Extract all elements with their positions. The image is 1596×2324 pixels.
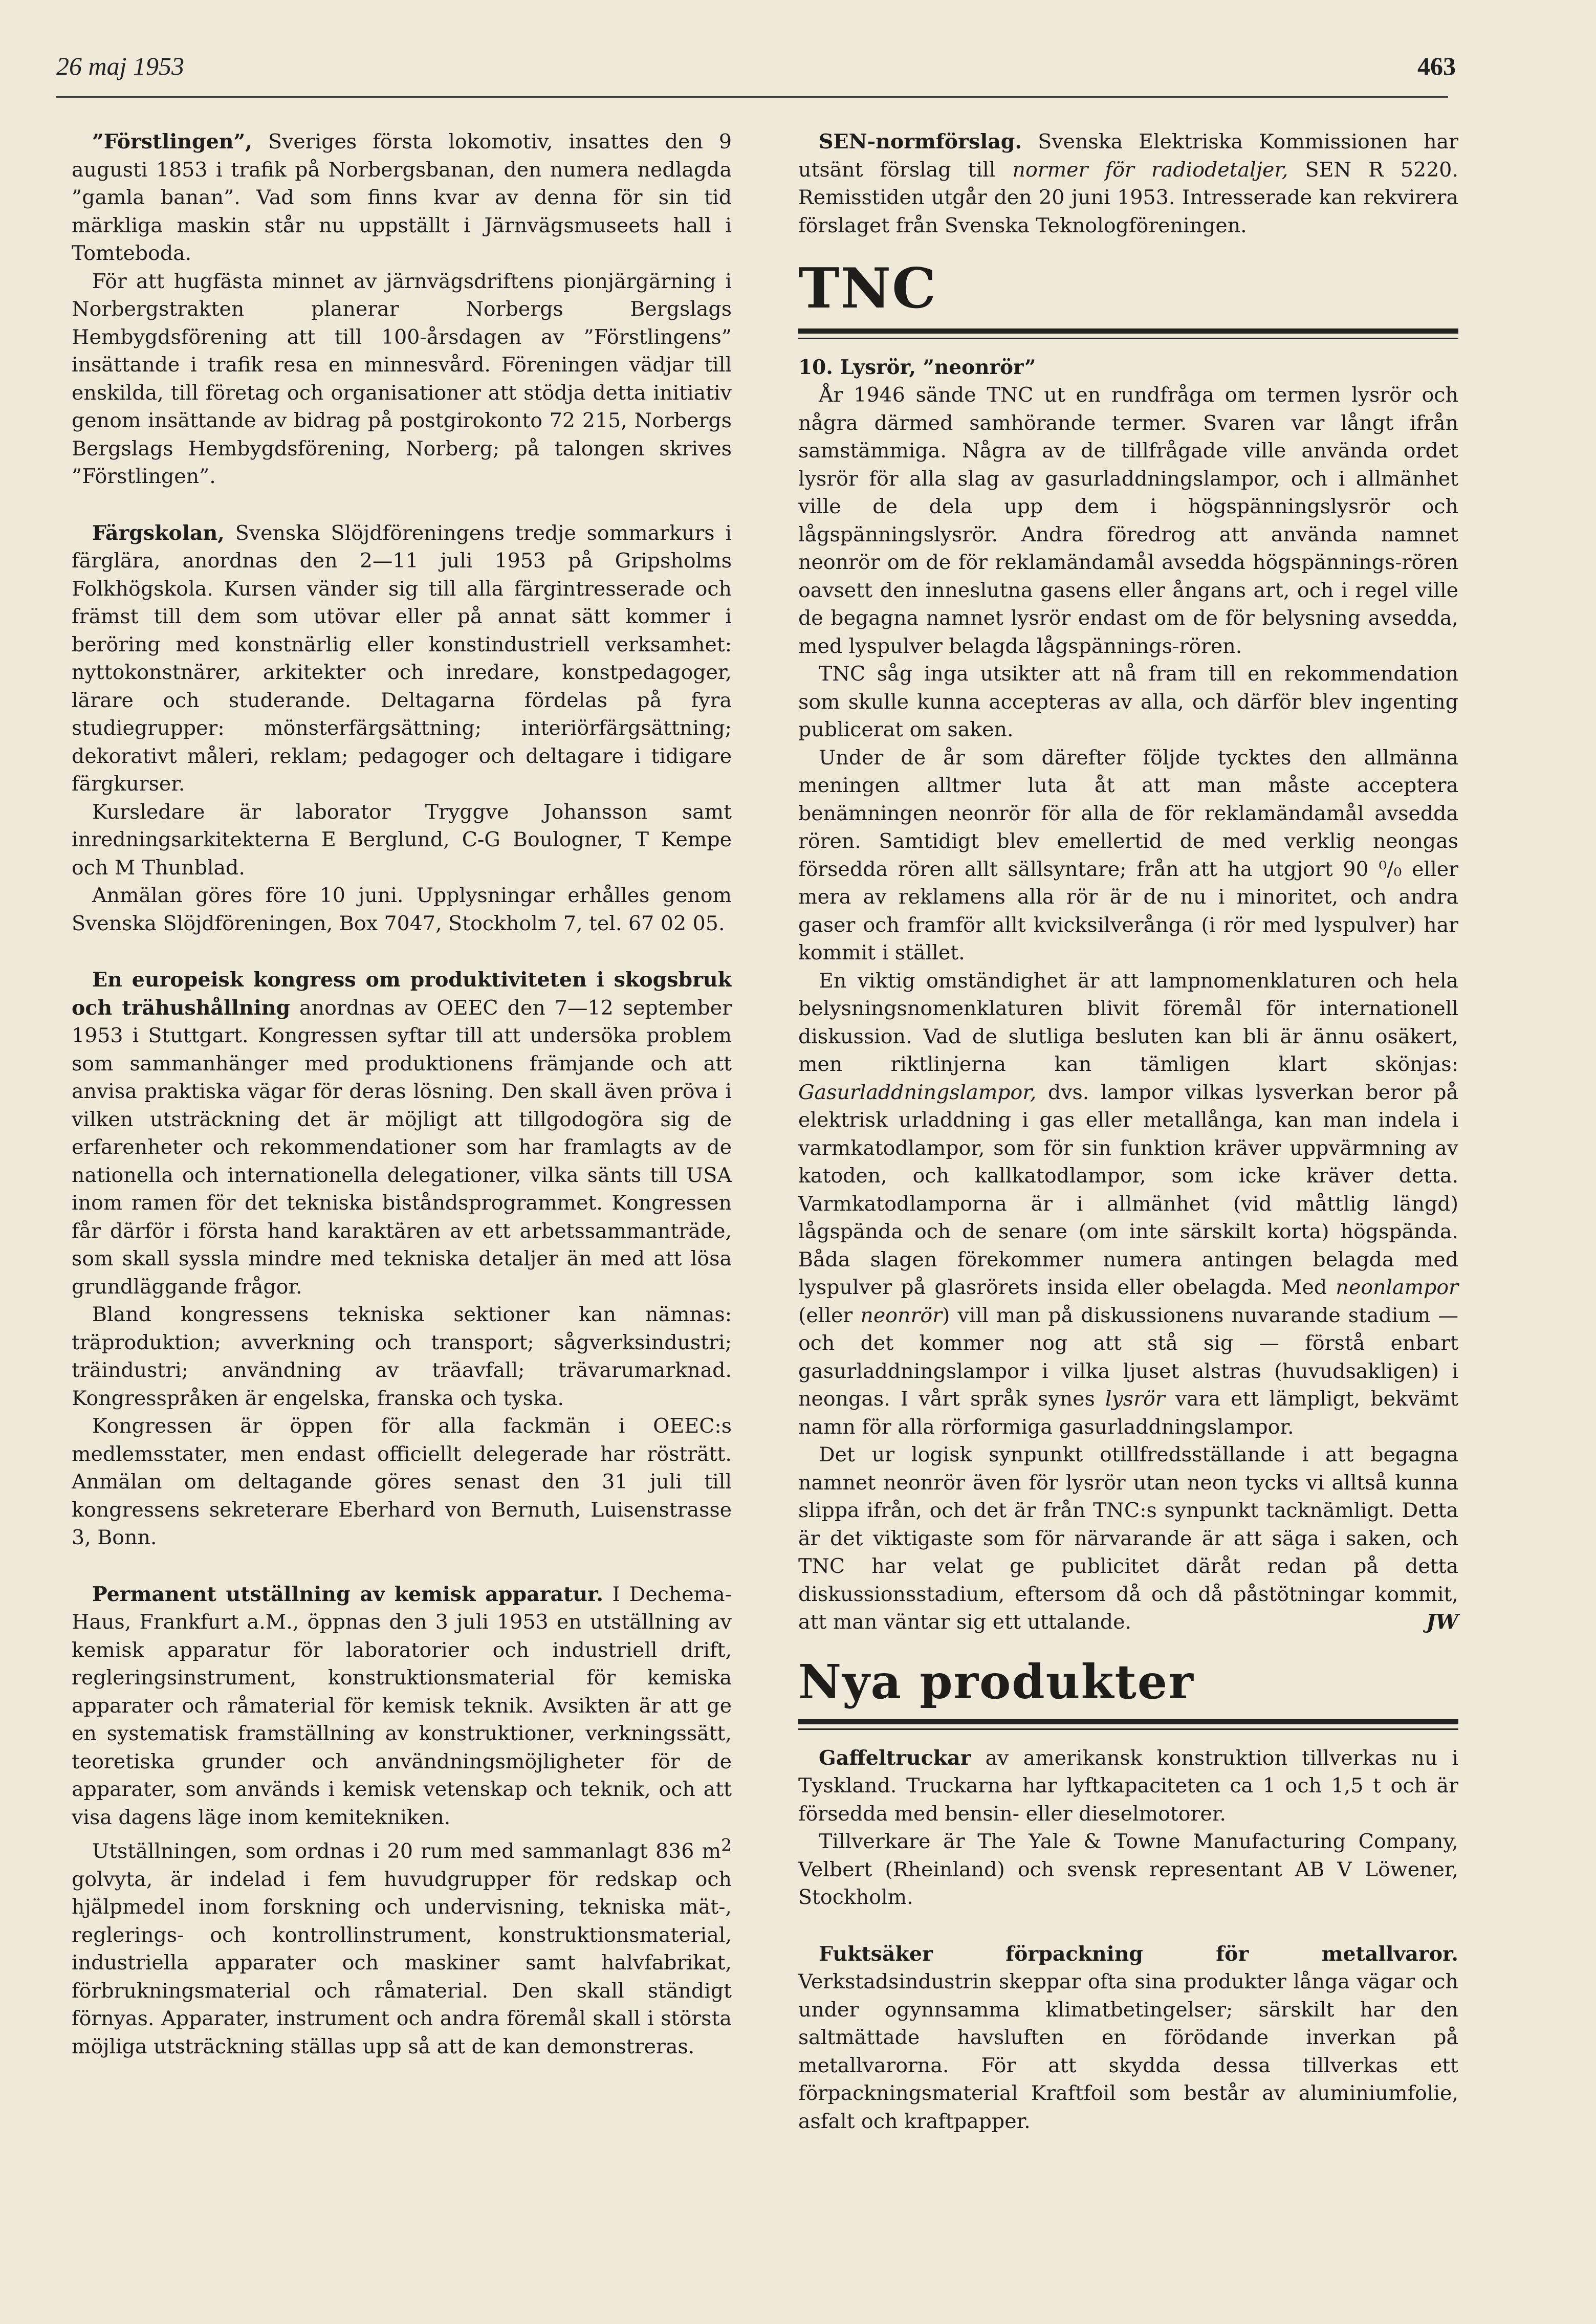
paragraph: Anmälan göres före 10 juni. Upplysningar erhålles genom Svenska Slöjdföreningen, Box 7047, Stockholm 7, tel. 67 02 05.: [72, 884, 732, 935]
section-rule-thin: [798, 338, 1458, 339]
paragraph: [798, 967, 1458, 1441]
paragraph: Svenska Slöjdföreningens tredje sommarkurs i färglära, anordnas den 2—11 juli 1953 på Gripsholms Folkhögskola. Kursen vänder sig till alla färgintresserade och främst till dem som utövar eller på annat sätt kommer i beröring med konstnärlig eller konstindustriell verksamhet: nyttokonstnärer, arkitekter och inredare, konstpedagoger, lärare och studerande. Deltagarna fördelas på fyra studiegrupper: mönsterfärgsättning; interiörfärgsättning; dekorativt måleri, reklam; pedagoger och deltagare i tidigare färgkurser.: [72, 521, 732, 796]
paragraph: I Dechema-Haus, Frankfurt a.M., öppnas den 3 juli 1953 en utställning av kemisk apparatur för laboratorier och industriell drift, regleringsinstrument, konstruktionsmaterial för kemiska apparater och råmaterial för kemisk teknik. Avsikten är att ge en systematisk framställning av konstruktioner, verkningssätt, teoretiska grunder och användningsmöjligheter för de apparater, som används i kemisk vetenskap och teknik, och att visa dagens läge inom kemitekniken.: [72, 1582, 732, 1829]
article-lead: En europeisk kongress om produktiviteten i skogsbruk och trähushållning: [72, 968, 732, 1020]
section-nya-produkter: [798, 1654, 1458, 2136]
article-lead: ”Förstlingen”,: [92, 130, 252, 154]
text-run: ) vill man på diskussionens nuvarande stadium — och det kommer nog att stå sig — förstå enbart gasurladdningslampor i vilka ljuset alstras (huvudsakligen) i neongas. I vårt språk synes: [798, 1303, 1458, 1411]
text-run: Det ur logisk synpunkt otillfredsställande i att begagna namnet neonrör även för lysrör utan neon tycks vi alltså kunna slippa ifrån, och det är från TNC:s synpunkt tacknämligt. Detta är det viktigaste som för närvarande är att säga i saken, och TNC har velat ge publicitet däråt redan på detta diskussionsstadium, eftersom då och då påstötningar kommit, att man väntar sig ett uttalande.: [798, 1443, 1458, 1634]
paragraph: [798, 1441, 1458, 1636]
paragraph: Verkstadsindustrin skeppar ofta sina produkter långa vägar och under ogynnsamma klimatbetingelser; särskilt har den saltmättade havsluften en förödande inverkan på metallvarorna. För att skydda dessa tillverkas ett förpackningsmaterial Kraftfoil som består av aluminiumfolie, asfalt och kraftpapper.: [798, 1970, 1458, 2133]
text-run: En viktig omständighet är att lampnomenklaturen och hela belysningsnomenklaturen blivit föremål för internationell diskussion. Vad de slutliga besluten kan bli är ännu osäkert, men riktlinjerna kan tämligen klart skönjas:: [798, 969, 1458, 1076]
section-rule-thick: [798, 1719, 1458, 1724]
left-column: [72, 128, 732, 2060]
paragraph: Bland kongressens tekniska sektioner kan nämnas: träproduktion; avverkning och transport; sågverksindustri; träindustri; användning av träavfall; trävarumarknad. Kongresspråken är engelska, franska och tyska.: [72, 1303, 732, 1410]
section-title: TNC: [798, 256, 937, 321]
article-kongress: [72, 966, 732, 1552]
article-lead: SEN-normförslag.: [819, 130, 1022, 154]
superscript: 2: [721, 1835, 732, 1855]
article-forstlingen: [72, 128, 732, 491]
article-lead: Fuktsäker förpackning för metallvaror.: [819, 1942, 1458, 1966]
paragraph: av amerikansk konstruktion tillverkas nu i Tyskland. Truckarna har lyftkapaciteten ca 1 och 1,5 t och är försedda med bensin- eller dieselmotorer.: [798, 1746, 1458, 1826]
header-rule: [56, 96, 1448, 98]
paragraph: Kursledare är laborator Tryggve Johansson samt inredningsarkitekterna E Berglund, C-G Boulogner, T Kempe och M Thunblad.: [72, 800, 732, 880]
article-fargskolan: [72, 519, 732, 938]
paragraph: År 1946 sände TNC ut en rundfråga om termen lysrör och några därmed samhörande termer. Svaren var långt ifrån samstämmiga. Några av de tillfrågade ville använda ordet lysrör för alla slag av gasurladdningslampor, och i allmänhet ville de dela upp dem i högspänningslysrör och lågspänningslysrör. Andra föredrog att använda namnet neonrör om de för reklamändamål avsedda högspännings-rören oavsett den inneslutna gasens eller ångans art, och i regel ville de begagna namnet lysrör endast om de för belysning avsedda, med lyspulver belagda lågspännings-rören.: [798, 383, 1458, 658]
text-run: vara ett lämpligt, bekvämt namn för alla rörformiga gasurladdningslampor.: [798, 1387, 1459, 1439]
paragraph: Tillverkare är The Yale & Towne Manufacturing Company, Velbert (Rheinland) och svensk representant AB V Löwener, Stockholm.: [798, 1830, 1458, 1909]
italic-text: normer för radiodetaljer,: [1012, 158, 1288, 182]
paragraph: Under de år som därefter följde tycktes den allmänna meningen alltmer luta åt att man måste acceptera benämningen neonrör för alla de för reklamändamål avsedda rören. Samtidigt blev emellertid de med verklig neongas försedda rören allt sällsyntare; från att ha utgjort 90 ⁰/₀ eller mera av reklamens alla rör är de nu i minoritet, och andra gaser och framför allt kvicksilverånga (i rör med lyspulver) har kommit i stället.: [798, 746, 1458, 964]
text-run: Utställningen, som ordnas i 20 rum med sammanlagt 836 m: [92, 1839, 722, 1863]
italic-text: neonlampor: [1336, 1276, 1458, 1299]
article-sen-normforslag: [798, 128, 1458, 239]
paragraph: För att hugfästa minnet av järnvägsdriftens pionjärgärning i Norbergstrakten planerar Norbergs Bergslags Hembygdsförening att till 100-årsdagen av ”Förstlingens” insättande i trafik resa en minnesvård. Föreningen vädjar till enskilda, till företag och organisationer att stödja detta initiativ genom insättande av bidrag på postgirokonto 72 215, Norbergs Bergslags Hembygdsförening, Norberg; på talongen skrives ”Förstlingen”.: [72, 269, 732, 488]
article-kemisk-apparatur: [72, 1581, 732, 2061]
text-run: golvyta, är indelad i fem huvudgrupper för redskap och hjälpmedel inom forskning och undervisning, tekniska mät-, reglerings- och kontrollinstrument, konstruktionsmaterial, industriella apparater och maskiner samt halvfabrikat, förbrukningsmaterial och råmaterial. Den skall ständigt förnyas. Apparater, instrument och andra föremål skall i största möjliga utsträckning ställas upp så att de kan demonstreras.: [72, 1867, 732, 2058]
page-number: 463: [1417, 52, 1456, 80]
text-run: dvs. lampor vilkas lysverkan beror på elektrisk urladdning i gas eller metallånga, kan man indela i varmkatodlampor, som för sin funktion kräver uppvärmning av katoden, och kallkatodlampor, som icke kräver detta. Varmkatodlamporna är i allmänhet (vid måttlig längd) lågspända och de senare (om inte särskilt korta) högspända. Båda slagen förekommer numera antingen belagda med lyspulver på glasrörets insida eller obelagda. Med: [798, 1080, 1458, 1299]
text-run: SEN R 5220. Remisstiden utgår den 20 juni 1953. Intresserade kan rekvirera förslaget från Svenska Teknologföreningen.: [798, 158, 1458, 237]
article-lead: Gaffeltruckar: [819, 1746, 971, 1770]
section-tnc: [798, 258, 1458, 1636]
article-lead: Permanent utställning av kemisk apparatur.: [92, 1582, 603, 1606]
section-rule-thick: [798, 328, 1458, 334]
section-rule-thin: [798, 1728, 1458, 1730]
section-title: Nya produkter: [798, 1654, 1194, 1709]
right-column: [798, 128, 1458, 2135]
paragraph: Sveriges första lokomotiv, insattes den 9 augusti 1853 i trafik på Norbergsbanan, den numera nedlagda ”gamla banan”. Vad som finns kvar av denna för sin tid märkliga maskin står nu uppställt i Järnvägsmuseets hall i Tomteboda.: [72, 130, 732, 265]
italic-text: neonrör: [860, 1303, 943, 1327]
text-run: Svenska Elektriska Kommissionen har utsänt förslag till: [798, 130, 1458, 182]
author-signature: JW: [1426, 1610, 1458, 1634]
text-run: (eller: [798, 1303, 861, 1327]
section-subhead: 10. Lysrör, ”neonrör”: [798, 356, 1036, 379]
page-date: 26 maj 1953: [56, 52, 184, 80]
article-lead: Färgskolan,: [92, 521, 225, 545]
italic-text: Gasurladdningslampor,: [798, 1080, 1037, 1104]
paragraph: [72, 1831, 732, 2060]
italic-text: lysrör: [1105, 1387, 1165, 1411]
paragraph: anordnas av OEEC den 7—12 september 1953 i Stuttgart. Kongressen syftar till att undersöka problem som sammanhänger med produktionens främjande och att anvisa praktiska vägar för deras lösning. Den skall även pröva i vilken utsträckning det är möjligt att tillgodogöra sig de erfarenheter och rekommendationer som har framlagts av de nationella och internationella delegationer, vilka sänts till USA inom ramen för det tekniska biståndsprogrammet. Kongressen får därför i första hand karaktären av ett arbetssammanträde, som skall syssla mindre med tekniska detaljer än med att lösa grundläggande frågor.: [72, 996, 732, 1299]
paragraph: TNC såg inga utsikter att nå fram till en rekommendation som skulle kunna accepteras av alla, och därför blev ingenting publicerat om saken.: [798, 662, 1458, 741]
paragraph: Kongressen är öppen för alla fackmän i OEEC:s medlemsstater, men endast officiellt delegerade har rösträtt. Anmälan om deltagande göres senast den 31 juli till kongressens sekreterare Eberhard von Bernuth, Luisenstrasse 3, Bonn.: [72, 1414, 732, 1549]
